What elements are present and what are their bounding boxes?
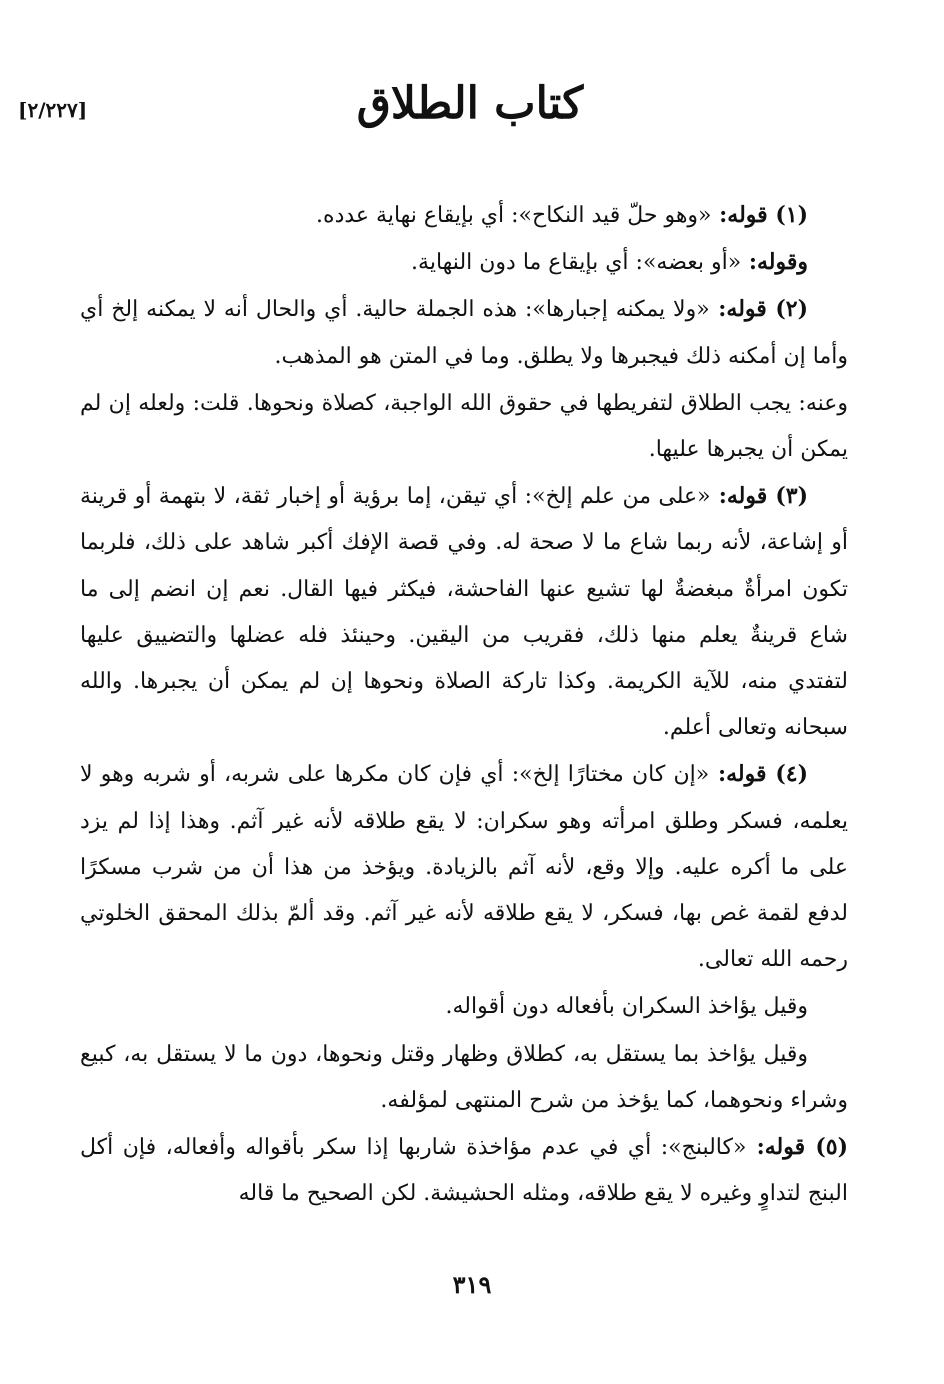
body-text [80, 192, 848, 1217]
paragraph [80, 1031, 848, 1124]
paragraph-label: (١) قوله: [711, 202, 808, 228]
paragraph-text: وعنه: يجب الطلاق لتفريطها في حقوق الله الواجبة، كصلاة ونحوها. قلت: ولعله إن لم يمكن أن يجبرها عليها. [80, 390, 848, 463]
footnote-5 [80, 1124, 848, 1217]
page-reference: [٢/٢٢٧] [18, 98, 88, 122]
paragraph-text: «كالبنج»: أي في عدم مؤاخذة شاربها إذا سكر بأقواله وأفعاله، فإن أكل البنج لتداوٍ وغيره لا يقع طلاقه، ومثله الحشيشة. لكن الصحيح ما قاله [80, 1135, 848, 1207]
paragraph-text: «ولا يمكنه إجبارها»: هذه الجملة حالية. أي والحال أنه لا يمكنه إلخ أي وأما إن أمكنه ذلك فيجبرها ولا يطلق. وما في المتن هو المذهب. [80, 297, 848, 369]
page-title: كتاب الطلاق [356, 78, 584, 129]
footnote-3 [80, 473, 848, 751]
paragraph-label: (٤) قوله: [709, 761, 808, 788]
paragraph-label: (٣) قوله: [710, 483, 808, 510]
paragraph [80, 239, 848, 286]
footnote-4 [80, 751, 848, 983]
paragraph-label: وقوله: [741, 249, 808, 276]
footnote-1 [80, 192, 848, 239]
page-number: ٣١٩ [452, 1270, 492, 1299]
paragraph-text: «إن كان مختارًا إلخ»: أي فإن كان مكرها على شربه، أو شربه وهو لا يعلمه، فسكر وطلق امرأته وهو سكران: لا يقع طلاقه لأنه غير آثم. وهذا إذا لم يزد على ما أكره عليه. وإلا وقع، لأنه آثم بالزيادة. ويؤخذ من هذا أن من شرب مسكرًا لدفع لقمة غص بها، فسكر، لا يقع طلاقه لأنه غير آثم. وقد ألمّ بذلك المحقق الخلوتي رحمه الله تعالى. [80, 762, 848, 973]
paragraph-text: «على من علم إلخ»: أي تيقن، إما برؤية أو إخبار ثقة، لا بتهمة أو قرينة أو إشاعة، لأنه ربما شاع ما لا صحة له. وفي قصة الإفك أكبر شاهد على ذلك، فلربما تكون امرأةٌ مبغضةٌ لها تشيع عنها الفاحشة، فيكثر فيها القال. نعم إن انضم إلى ما شاع قرينةٌ يعلم منها ذلك، فقريب من اليقين. وحينئذ فله عضلها والتضييق عليها لتفتدي منه، للآية الكريمة. وكذا تاركة الصلاة ونحوها إن لم يمكن أن يجبرها. والله سبحانه وتعالى أعلم. [80, 484, 848, 741]
paragraph-text: وقيل يؤاخذ السكران بأفعاله دون أقواله. [445, 994, 808, 1020]
paragraph [80, 983, 848, 1030]
paragraph [80, 380, 848, 473]
footnote-2 [80, 286, 848, 379]
paragraph-text: «وهو حلّ قيد النكاح»: أي بإيقاع نهاية عدده. [316, 203, 712, 228]
paragraph-text: وقيل يؤاخذ بما يستقل به، كطلاق وظهار وقتل ونحوها، دون ما لا يستقل به، كبيع وشراء ونحوهما، كما يؤخذ من شرح المنتهى لمؤلفه. [80, 1041, 848, 1113]
paragraph-text: «أو بعضه»: أي بإيقاع ما دون النهاية. [411, 250, 742, 276]
paragraph-label: (٢) قوله: [709, 296, 809, 323]
paragraph-label: (٥) قوله: [746, 1134, 848, 1161]
